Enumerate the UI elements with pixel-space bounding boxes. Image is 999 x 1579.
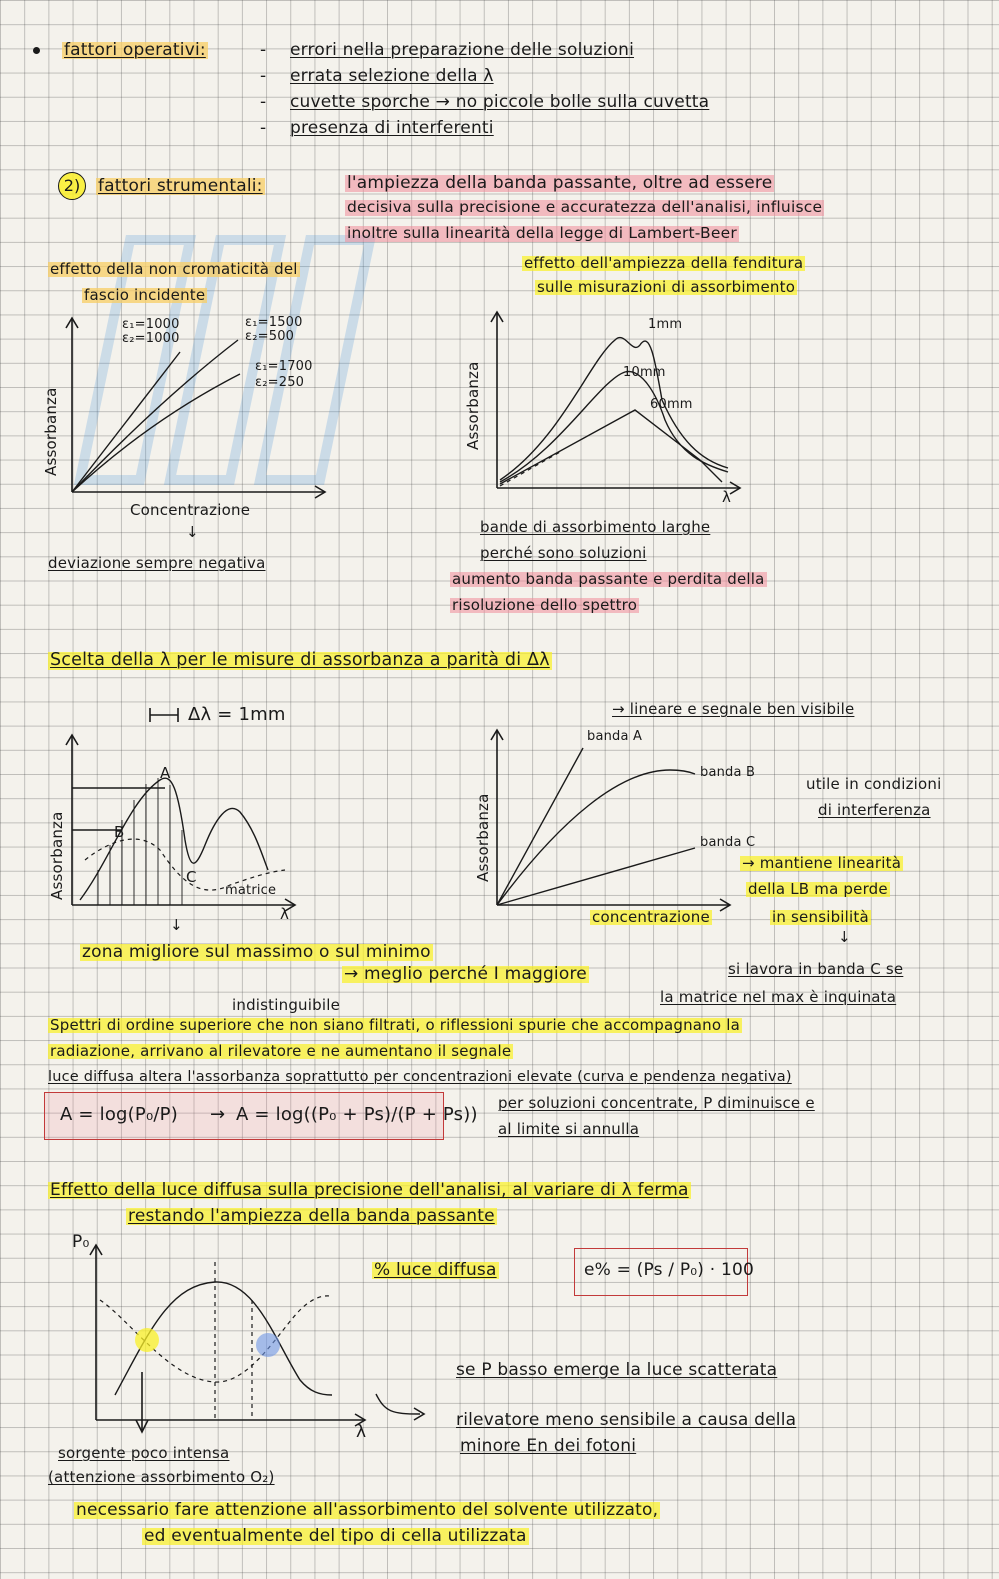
dash: - <box>260 118 267 138</box>
final-note: necessario fare attenzione all'assorbimento del solvente utilizzato, <box>76 1500 659 1520</box>
section1-label: fattori operativi: <box>64 40 206 60</box>
band-c-note: la matrice nel max è inquinata <box>660 988 897 1006</box>
detector-note: minore En dei fotoni <box>460 1436 637 1456</box>
stray-note: al limite si annulla <box>498 1120 640 1138</box>
stray-note: per soluzioni concentrate, P diminuisce e <box>498 1094 815 1112</box>
graph2-note: bande di assorbimento larghe <box>480 518 711 536</box>
formula-right: A = log((P₀ + Ps)/(P + Ps)) <box>236 1104 478 1125</box>
graph3-arrow: ↓ <box>170 916 183 934</box>
section4-heading: Effetto della luce diffusa sulla precisione dell'analisi, al variare di λ ferma <box>50 1180 689 1200</box>
section2-label: fattori strumentali: <box>98 176 263 196</box>
graph4-ylabel: Assorbanza <box>474 793 492 882</box>
graph1-title: effetto della non cromaticità del <box>50 260 298 278</box>
section3-heading: Scelta della λ per le misure di assorbanza a parità di Δλ <box>50 650 550 670</box>
graph4-band-label: banda B <box>700 765 756 780</box>
graph2-note: aumento banda passante e perdita della <box>452 570 765 588</box>
graph2-title: sulle misurazioni di assorbimento <box>537 278 796 296</box>
graph3-ylabel: Assorbanza <box>48 811 66 900</box>
source-note: sorgente poco intensa <box>58 1444 230 1462</box>
graph2-curve-label: 60mm <box>650 397 693 412</box>
graph3-matrix-label: matrice <box>225 883 277 898</box>
graph1-arrow: ↓ <box>186 523 199 541</box>
best-zone-sub: → meglio perché I maggiore <box>344 964 587 984</box>
graph4-band-label: banda C <box>700 835 756 850</box>
section1-item: errori nella preparazione delle soluzioni <box>290 40 635 60</box>
pct-formula: e% = (Ps / P₀) · 100 <box>584 1260 754 1280</box>
scatter-note: se P basso emerge la luce scatterata <box>456 1360 778 1380</box>
graph1-ylabel: Assorbanza <box>42 387 60 476</box>
final-note: ed eventualmente del tipo di cella utilizzata <box>144 1526 527 1546</box>
source-note: (attenzione assorbimento O₂) <box>48 1468 275 1486</box>
band-c-note: si lavora in banda C se <box>728 960 904 978</box>
graph4-note: in sensibilità <box>772 908 869 926</box>
best-zone: zona migliore sul massimo o sul minimo <box>82 942 431 962</box>
graph1-xlabel: Concentrazione <box>130 501 251 519</box>
section2-number: 2) <box>58 172 86 200</box>
graph1-eps: ε₂=250 <box>255 375 305 390</box>
graph4-xlabel: concentrazione <box>592 908 710 926</box>
dash: - <box>260 40 267 60</box>
graph1-eps: ε₁=1700 <box>255 359 313 374</box>
graph1-note: deviazione sempre negativa <box>48 554 266 572</box>
section2-line: inoltre sulla linearità della legge di Lambert-Beer <box>347 224 737 242</box>
graph2-note: perché sono soluzioni <box>480 544 647 562</box>
stray-line: Spettri di ordine superiore che non siano filtrati, o riflessioni spurie che accompagnano la <box>50 1016 740 1034</box>
graph4-note: → mantiene linearità <box>742 854 902 872</box>
graph1-eps: ε₁=1000 <box>122 317 180 332</box>
graph3-point-b: B <box>114 823 125 841</box>
dash: - <box>260 66 267 86</box>
detector-note: rilevatore meno sensibile a causa della <box>456 1410 797 1430</box>
graph2-curve-label: 10mm <box>623 365 666 380</box>
graph2-ylabel: Assorbanza <box>464 361 482 450</box>
graph4-band-label: banda A <box>587 729 643 744</box>
graph1-title: fascio incidente <box>84 286 206 304</box>
graph1-eps: ε₂=500 <box>245 329 295 344</box>
graph4-note: di interferenza <box>818 801 931 819</box>
graph3-point-c: C <box>186 868 197 886</box>
graph1-eps: ε₂=1000 <box>122 331 180 346</box>
graph1-eps: ε₁=1500 <box>245 315 303 330</box>
graph2-xlabel: λ <box>722 488 732 506</box>
graph4-note: utile in condizioni <box>806 775 942 793</box>
section4-heading: restando l'ampiezza della banda passante <box>128 1206 495 1226</box>
graph3-xlabel: λ <box>280 905 290 923</box>
stray-pct-label: % luce diffusa <box>374 1260 497 1280</box>
section1-item: cuvette sporche → no piccole bolle sulla cuvetta <box>290 92 710 112</box>
delta-label: Δλ = 1mm <box>188 704 286 725</box>
stray-line: luce diffusa altera l'assorbanza soprattutto per concentrazioni elevate (curva e pendenza negativa) <box>48 1069 792 1085</box>
graph3-point-a: A <box>160 764 171 782</box>
graph4-note: → lineare e segnale ben visibile <box>612 700 855 718</box>
graph2-note: risoluzione dello spettro <box>452 596 638 614</box>
section1-item: errata selezione della λ <box>290 66 494 86</box>
graph4-note: della LB ma perde <box>748 880 888 898</box>
graph2-curve-label: 1mm <box>648 317 683 332</box>
graph5-ylabel: P₀ <box>72 1232 90 1252</box>
section2-line: l'ampiezza della banda passante, oltre ad essere <box>347 173 773 193</box>
stray-line: radiazione, arrivano al rilevatore e ne aumentano il segnale <box>50 1042 512 1060</box>
section1-item: presenza di interferenti <box>290 118 494 138</box>
section2-line: decisiva sulla precisione e accuratezza dell'analisi, influisce <box>347 198 823 216</box>
formula-arrow: → <box>210 1104 226 1125</box>
graph4-arrow: ↓ <box>838 928 851 946</box>
graph5-xlabel: λ <box>356 1422 367 1442</box>
indist-note: indistinguibile <box>232 996 341 1014</box>
formula-left: A = log(P₀/P) <box>60 1104 178 1125</box>
graph2-title: effetto dell'ampiezza della fenditura <box>524 254 804 272</box>
dash: - <box>260 92 267 112</box>
